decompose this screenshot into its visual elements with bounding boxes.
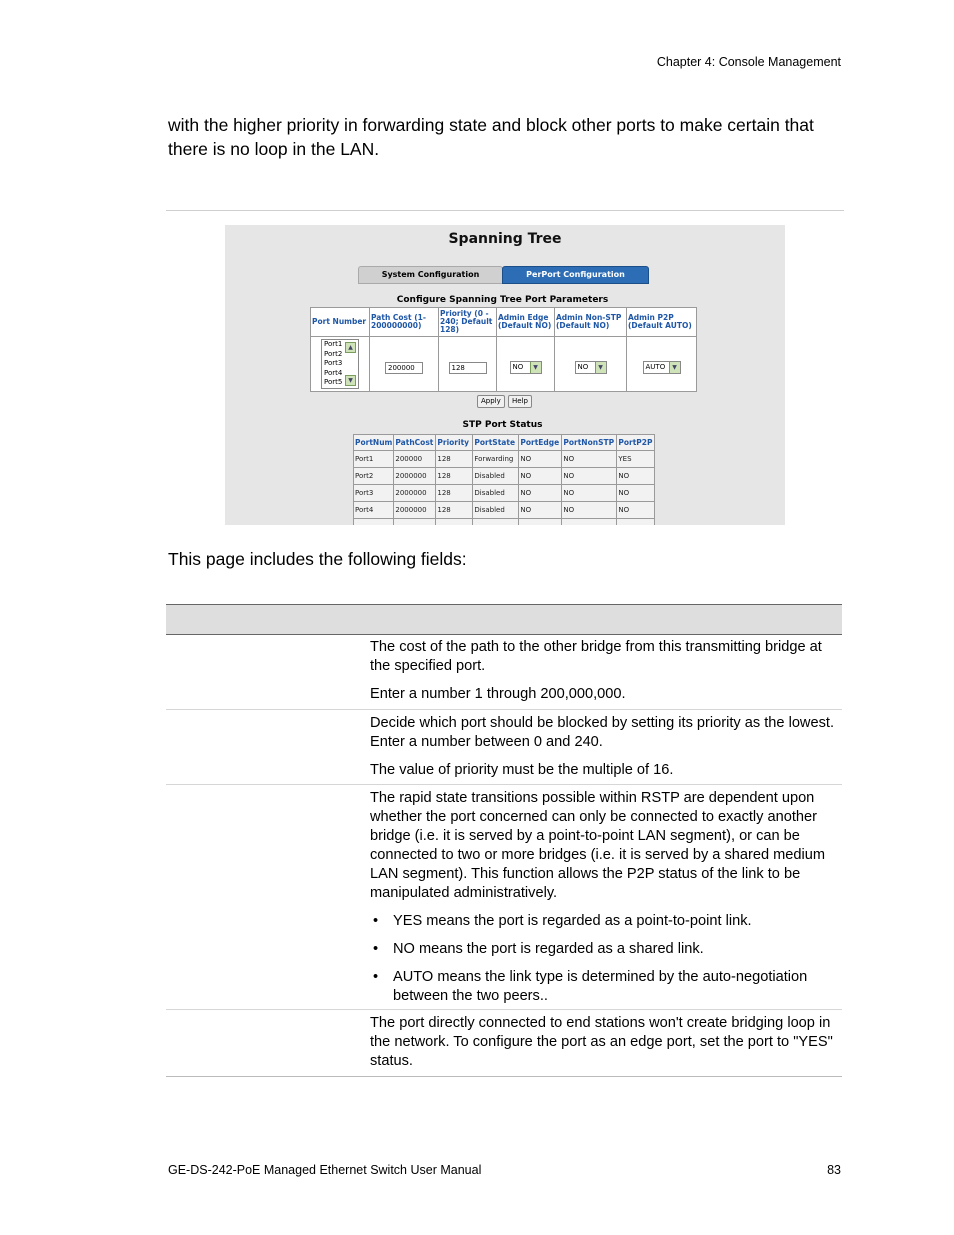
divider bbox=[166, 210, 844, 211]
port-listbox[interactable] bbox=[321, 339, 359, 389]
col-admin-edge: Admin Edge (Default NO) bbox=[497, 308, 555, 337]
port-option[interactable]: Port4 bbox=[324, 368, 343, 377]
field-desc-admin-p2p bbox=[370, 789, 840, 1015]
screenshot-title: Spanning Tree bbox=[448, 231, 562, 247]
scroll-down-icon[interactable]: ▼ bbox=[345, 375, 356, 386]
status-cell: NO bbox=[617, 468, 654, 485]
list-item: • AUTO means the link type is determined by the auto-negotiation between the two peers.. bbox=[373, 969, 808, 1004]
field-desc-admin-edge bbox=[370, 1014, 840, 1080]
footer-manual-title: GE-DS-242-PoE Managed Ethernet Switch User Manual bbox=[168, 1163, 482, 1177]
bullet-text: NO means the port is regarded as a shared link. bbox=[393, 941, 704, 957]
fields-table-header bbox=[166, 604, 842, 635]
status-cell: NO bbox=[617, 485, 654, 502]
fields-intro: This page includes the following fields: bbox=[168, 549, 467, 569]
list-item: • NO means the port is regarded as a shared link. bbox=[373, 941, 704, 957]
status-col: PathCost bbox=[394, 435, 436, 451]
chapter-header: Chapter 4: Console Management bbox=[656, 55, 841, 69]
status-cell: 128 bbox=[436, 468, 473, 485]
status-cell bbox=[354, 519, 394, 526]
status-cell: Port2 bbox=[354, 468, 394, 485]
bullet-list bbox=[370, 912, 840, 1006]
admin-non-stp-select[interactable] bbox=[575, 361, 607, 374]
desc-paragraph: The cost of the path to the other bridge from this transmitting bridge at the specified port. bbox=[370, 639, 822, 674]
bullet-text: AUTO means the link type is determined by the auto-negotiation between the two peers.. bbox=[393, 969, 808, 1004]
status-cell: NO bbox=[562, 485, 617, 502]
desc-paragraph: The value of priority must be the multiple of 16. bbox=[370, 762, 674, 778]
status-cell: NO bbox=[562, 451, 617, 468]
status-title: STP Port Status bbox=[462, 420, 543, 430]
status-cell: Port4 bbox=[354, 502, 394, 519]
desc-paragraph: The rapid state transitions possible within RSTP are dependent upon whether the port concerned can only be connected to exactly another bridge (i.e. it is served by a point-to-point LAN segment), or can be connected to two or more bridges (i.e. it is served by a shared medium LAN segment). This function allows the P2P status of the link to be manipulated administratively. bbox=[370, 790, 826, 901]
status-cell: Disabled bbox=[473, 502, 519, 519]
status-cell: NO bbox=[562, 468, 617, 485]
status-cell: NO bbox=[562, 502, 617, 519]
admin-p2p-select[interactable] bbox=[643, 361, 681, 374]
bullet-text: YES means the port is regarded as a point-to-point link. bbox=[393, 913, 752, 929]
status-cell: NO bbox=[519, 485, 562, 502]
chevron-down-icon: ▼ bbox=[669, 362, 680, 373]
status-col: PortEdge bbox=[519, 435, 562, 451]
row-divider bbox=[166, 1076, 842, 1077]
status-cell bbox=[436, 519, 473, 526]
spanning-tree-screenshot bbox=[225, 225, 785, 525]
status-cell: Port3 bbox=[354, 485, 394, 502]
port-option[interactable]: Port2 bbox=[324, 349, 343, 358]
status-cell: 128 bbox=[436, 485, 473, 502]
page-number: 83 bbox=[827, 1163, 841, 1177]
status-cell bbox=[562, 519, 617, 526]
desc-paragraph: The port directly connected to end stations won't create bridging loop in the network. To configure the port as an edge port, set the port to "YES" status. bbox=[370, 1015, 833, 1069]
admin-edge-value: NO bbox=[512, 363, 524, 371]
status-cell bbox=[519, 519, 562, 526]
status-cell: NO bbox=[519, 502, 562, 519]
field-desc-priority bbox=[370, 714, 840, 789]
row-divider bbox=[166, 784, 842, 785]
status-cell: 2000000 bbox=[394, 485, 436, 502]
table-row bbox=[354, 485, 655, 502]
status-cell: 128 bbox=[436, 502, 473, 519]
status-cell bbox=[617, 519, 654, 526]
status-cell: Disabled bbox=[473, 485, 519, 502]
col-port-number: Port Number bbox=[311, 308, 370, 337]
row-divider bbox=[166, 1009, 842, 1010]
col-priority: Priority (0 - 240; Default 128) bbox=[439, 308, 497, 337]
chevron-down-icon: ▼ bbox=[595, 362, 606, 373]
field-desc-path-cost bbox=[370, 638, 840, 713]
admin-p2p-value: AUTO bbox=[645, 363, 666, 371]
port-option[interactable]: Port3 bbox=[324, 359, 343, 368]
desc-paragraph: Enter a number 1 through 200,000,000. bbox=[370, 686, 626, 702]
status-cell: Forwarding bbox=[473, 451, 519, 468]
path-cost-input[interactable]: 200000 bbox=[385, 362, 423, 374]
status-col: Priority bbox=[436, 435, 473, 451]
col-path-cost: Path Cost (1-200000000) bbox=[370, 308, 439, 337]
admin-non-stp-value: NO bbox=[577, 363, 589, 371]
status-cell: 2000000 bbox=[394, 502, 436, 519]
config-table bbox=[310, 307, 697, 392]
chevron-down-icon: ▼ bbox=[530, 362, 541, 373]
desc-paragraph: Decide which port should be blocked by setting its priority as the lowest. Enter a number between 0 and 240. bbox=[370, 715, 834, 750]
status-col: PortState bbox=[473, 435, 519, 451]
status-cell bbox=[394, 519, 436, 526]
table-row bbox=[354, 502, 655, 519]
status-col: PortNonSTP bbox=[562, 435, 617, 451]
help-button[interactable]: Help bbox=[508, 395, 532, 408]
table-row bbox=[354, 468, 655, 485]
admin-edge-select[interactable] bbox=[510, 361, 542, 374]
status-cell: YES bbox=[617, 451, 654, 468]
table-row bbox=[354, 451, 655, 468]
status-cell: NO bbox=[519, 468, 562, 485]
status-cell: 2000000 bbox=[394, 468, 436, 485]
status-cell: 200000 bbox=[394, 451, 436, 468]
config-title: Configure Spanning Tree Port Parameters bbox=[396, 295, 609, 305]
row-divider bbox=[166, 709, 842, 710]
port-option[interactable]: Port1 bbox=[324, 340, 343, 348]
status-cell: NO bbox=[519, 451, 562, 468]
priority-input[interactable]: 128 bbox=[449, 362, 487, 374]
intro-paragraph: with the higher priority in forwarding state and block other ports to make certain that there is no loop in the LAN. bbox=[168, 115, 814, 159]
tab-system-configuration[interactable]: System Configuration bbox=[358, 266, 503, 284]
port-option[interactable]: Port5 bbox=[324, 378, 343, 387]
table-row bbox=[354, 519, 655, 526]
status-cell: NO bbox=[617, 502, 654, 519]
col-admin-non-stp: Admin Non-STP (Default NO) bbox=[555, 308, 627, 337]
apply-button[interactable]: Apply bbox=[477, 395, 505, 408]
status-cell bbox=[473, 519, 519, 526]
status-cell: Port1 bbox=[354, 451, 394, 468]
scroll-up-icon[interactable]: ▲ bbox=[345, 342, 356, 353]
status-col: PortNum bbox=[354, 435, 394, 451]
list-item: • YES means the port is regarded as a point-to-point link. bbox=[373, 913, 752, 929]
tab-perport-configuration[interactable]: PerPort Configuration bbox=[502, 266, 649, 284]
status-table bbox=[353, 434, 655, 525]
status-col: PortP2P bbox=[617, 435, 654, 451]
col-admin-p2p: Admin P2P (Default AUTO) bbox=[627, 308, 697, 337]
status-cell: 128 bbox=[436, 451, 473, 468]
status-cell: Disabled bbox=[473, 468, 519, 485]
